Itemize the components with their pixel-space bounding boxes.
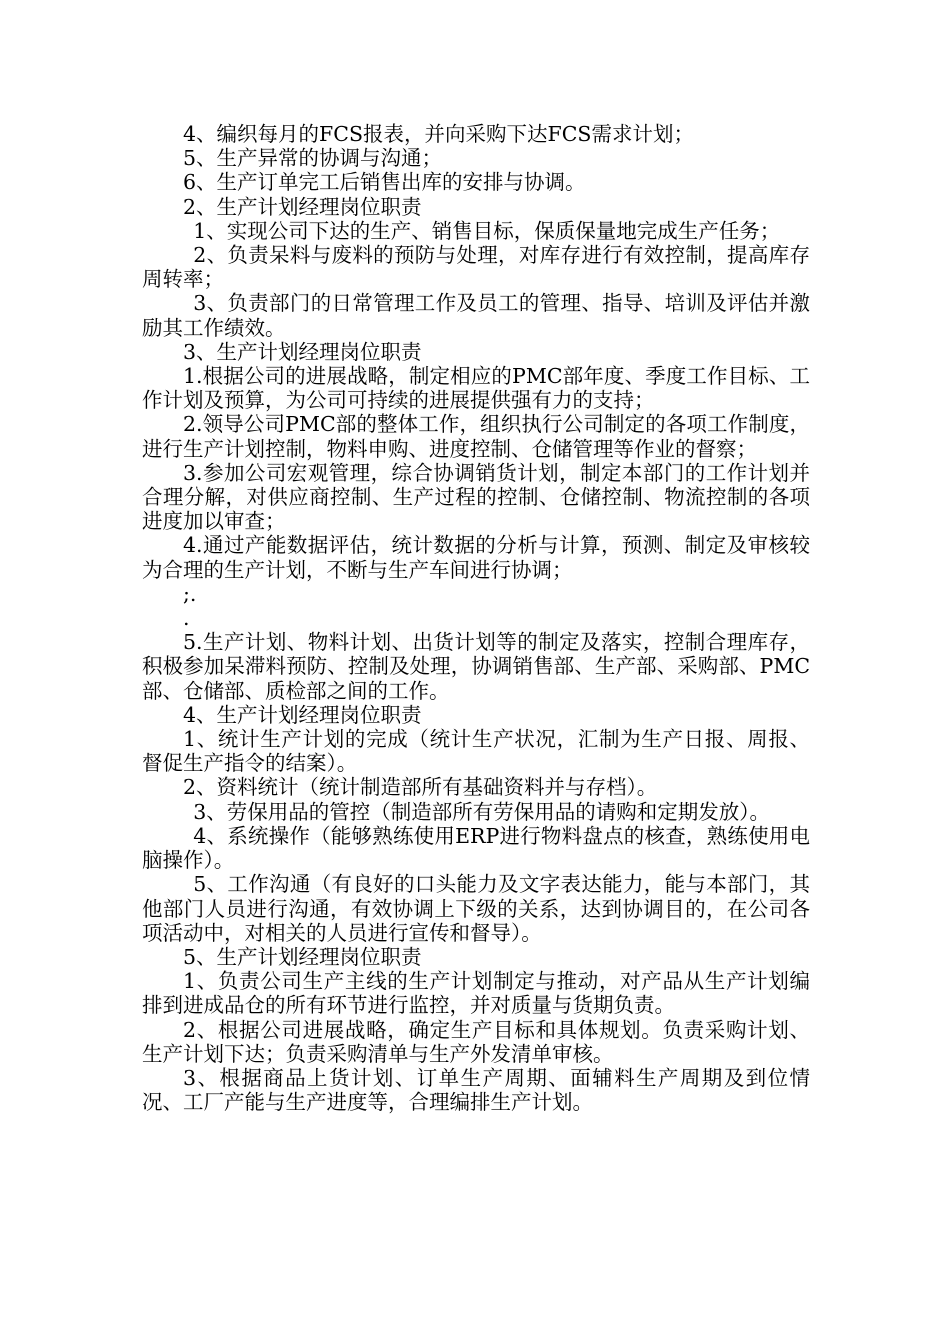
paragraph: 4、系统操作（能够熟练使用ERP进行物料盘点的核查，熟练使用电脑操作）。 bbox=[142, 823, 810, 873]
paragraph: 1.根据公司的进展战略，制定相应的PMC部年度、季度工作目标、工作计划及预算，为公司可持续的进展提供强有力的支持； bbox=[142, 364, 810, 413]
paragraph: 5、工作沟通（有良好的口头能力及文字表达能力，能与本部门，其他部门人员进行沟通，有效协调上下级的关系，达到协调目的，在公司各项活动中，对相关的人员进行宣传和督导）。 bbox=[142, 872, 810, 945]
paragraph: 2、资料统计（统计制造部所有基础资料并与存档）。 bbox=[183, 775, 658, 800]
paragraph: 1、负责公司生产主线的生产计划制定与推动，对产品从生产计划编排到进成品仓的所有环节进行监控，并对质量与货期负责。 bbox=[142, 969, 810, 1018]
section-heading: 5、生产计划经理岗位职责 bbox=[183, 944, 422, 969]
paragraph: 4、编织每月的FCS报表，并向采购下达FCS需求计划； bbox=[183, 122, 694, 146]
paragraph: 3、根据商品上货计划、订单生产周期、面辅料生产周期及到位情况、工厂产能与生产进度等，合理编排生产计划。 bbox=[142, 1065, 810, 1115]
stray-punctuation: . bbox=[183, 606, 190, 631]
paragraph: 2.领导公司PMC部的整体工作，组织执行公司制定的各项工作制度，进行生产计划控制，物料申购、进度控制、仓储管理等作业的督察； bbox=[142, 412, 810, 461]
section-heading: 4、生产计划经理岗位职责 bbox=[183, 702, 422, 727]
paragraph: 2、根据公司进展战略，确定生产目标和具体规划。负责采购计划、生产计划下达；负责采购清单与生产外发清单审核。 bbox=[142, 1017, 810, 1066]
section-heading: 2、生产计划经理岗位职责 bbox=[183, 194, 422, 219]
paragraph: 3、劳保用品的管控（制造部所有劳保用品的请购和定期发放）。 bbox=[193, 799, 771, 824]
paragraph: 5、生产异常的协调与沟通； bbox=[183, 146, 443, 171]
paragraph: 1、实现公司下达的生产、销售目标，保质保量地完成生产任务； bbox=[193, 218, 781, 243]
paragraph: 5.生产计划、物料计划、出货计划等的制定及落实，控制合理库存，积极参加呆滞料预防、控制及处理，协调销售部、生产部、采购部、PMC部、仓储部、质检部之间的工作。 bbox=[142, 630, 810, 703]
section-heading: 3、生产计划经理岗位职责 bbox=[183, 339, 422, 364]
paragraph: 3、负责部门的日常管理工作及员工的管理、指导、培训及评估并激励其工作绩效。 bbox=[142, 291, 810, 340]
paragraph: 2、负责呆料与废料的预防与处理，对库存进行有效控制，提高库存周转率； bbox=[142, 243, 810, 292]
paragraph: 6、生产订单完工后销售出库的安排与协调。 bbox=[183, 170, 586, 195]
paragraph: 1、统计生产计划的完成（统计生产状况，汇制为生产日报、周报、督促生产指令的结案）。 bbox=[142, 727, 810, 776]
stray-punctuation: ;. bbox=[183, 581, 197, 606]
document-body bbox=[142, 122, 810, 1114]
paragraph: 4.通过产能数据评估，统计数据的分析与计算，预测、制定及审核较为合理的生产计划，不断与生产车间进行协调； bbox=[142, 533, 810, 582]
paragraph: 3.参加公司宏观管理，综合协调销货计划，制定本部门的工作计划并合理分解，对供应商控制、生产过程的控制、仓储控制、物流控制的各项进度加以审查； bbox=[142, 460, 810, 534]
